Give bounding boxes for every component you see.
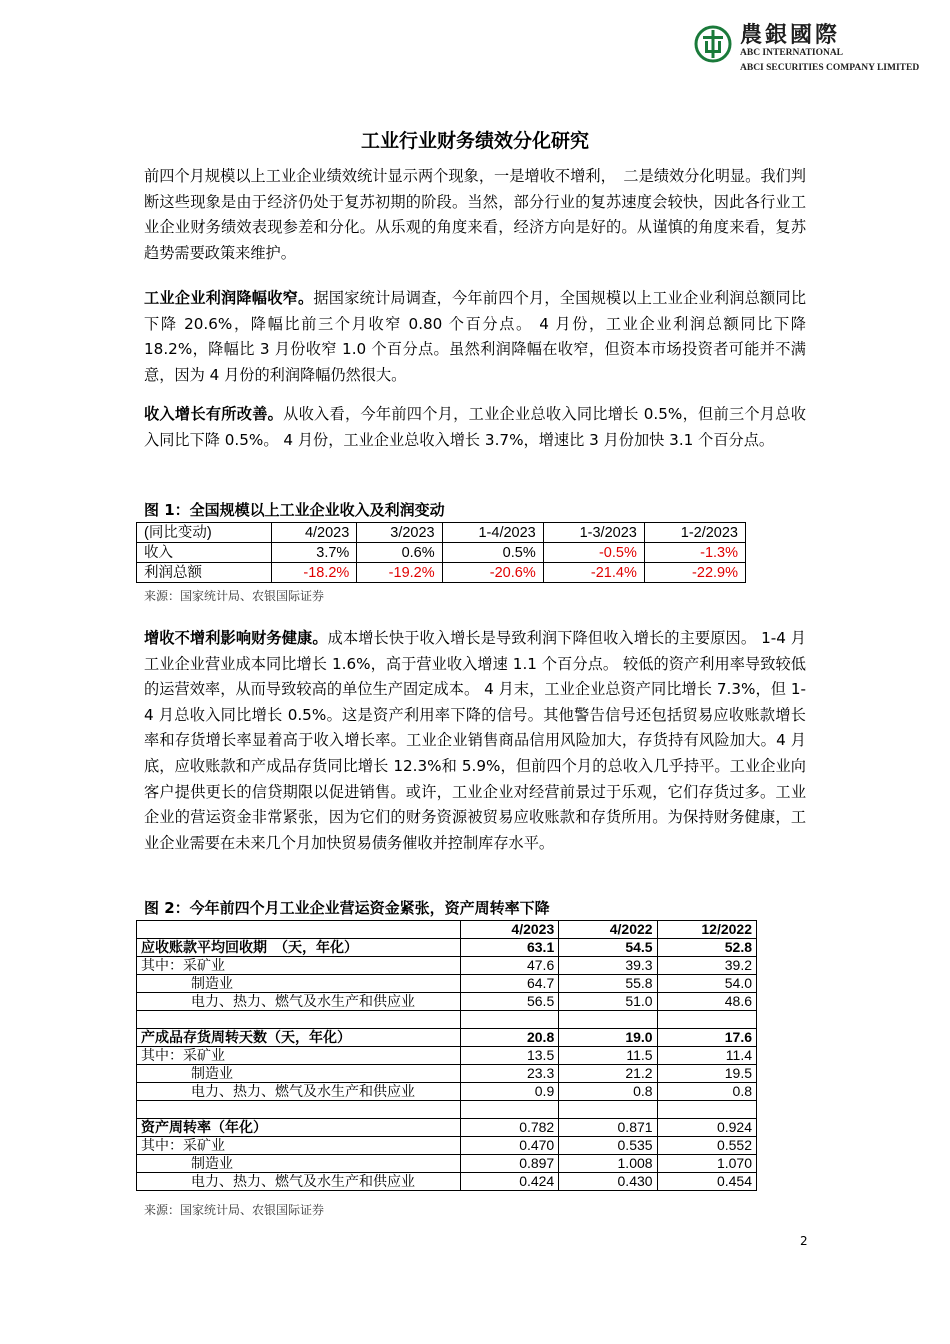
- page-number: 2: [800, 1234, 808, 1248]
- financial-health-lead: 增收不增利影响财务健康。: [144, 629, 328, 647]
- table-cell: 64.7: [460, 975, 558, 993]
- table-cell: 0.454: [657, 1173, 756, 1191]
- table-row: [137, 1137, 757, 1155]
- profit-paragraph: [144, 286, 806, 388]
- table-row: [137, 563, 746, 583]
- table-cell: 54.5: [559, 939, 657, 957]
- table-cell: 39.2: [657, 957, 756, 975]
- table-cell: -19.2%: [357, 563, 442, 583]
- table-row: [137, 543, 746, 563]
- header-cell: 12/2022: [657, 921, 756, 939]
- table-cell: 0.552: [657, 1137, 756, 1155]
- header-cell: 3/2023: [357, 523, 442, 543]
- table-cell: 0.924: [657, 1119, 756, 1137]
- revenue-lead: 收入增长有所改善。: [144, 405, 284, 423]
- table-cell: 1.070: [657, 1155, 756, 1173]
- table-row: [137, 1155, 757, 1173]
- profit-lead: 工业企业利润降幅收窄。: [144, 289, 314, 307]
- table-cell: -20.6%: [442, 563, 543, 583]
- row-label: 利润总额: [137, 563, 272, 583]
- table-cell: 19.5: [657, 1065, 756, 1083]
- table-cell: -0.5%: [543, 543, 644, 563]
- table-row: [137, 957, 757, 975]
- row-label: 其中：采矿业: [137, 1137, 461, 1155]
- table-cell: 0.424: [460, 1173, 558, 1191]
- table-cell: 19.0: [559, 1029, 657, 1047]
- revenue-paragraph: [144, 402, 806, 453]
- table-cell: 0.897: [460, 1155, 558, 1173]
- row-label: 收入: [137, 543, 272, 563]
- logo-english-name: ABC INTERNATIONAL: [740, 48, 844, 58]
- table-cell: 55.8: [559, 975, 657, 993]
- table-cell: 56.5: [460, 993, 558, 1011]
- fig1-title: 图 1：全国规模以上工业企业收入及利润变动: [144, 501, 445, 519]
- table-cell: 0.782: [460, 1119, 558, 1137]
- table-cell: 0.470: [460, 1137, 558, 1155]
- profit-body: 据国家统计局调查，今年前四个月，全国规模以上工业企业利润总额同比下降 20.6%，降幅比前三个月收窄 0.80 个百分点。 4 月份，工业企业利润总额同比下降 18.2%，降幅比 3 月份收窄 1.0 个百分点。虽然利润降幅在收窄，但资本市场投资者可能并不满意，因为 4 月份的利润降幅仍然很大。: [144, 289, 807, 384]
- row-label: 电力、热力、燃气及水生产和供应业: [137, 1173, 461, 1191]
- table-cell: 3.7%: [272, 543, 357, 563]
- table-cell: 39.3: [559, 957, 657, 975]
- fig1-source: 来源：国家统计局、农银国际证券: [144, 589, 325, 603]
- section-row: [137, 1119, 757, 1137]
- row-label: 电力、热力、燃气及水生产和供应业: [137, 1083, 461, 1101]
- row-label: 制造业: [137, 1065, 461, 1083]
- table-cell: 54.0: [657, 975, 756, 993]
- table-cell: 0.8: [559, 1083, 657, 1101]
- table-cell: 13.5: [460, 1047, 558, 1065]
- table-cell: -21.4%: [543, 563, 644, 583]
- table-cell: 0.430: [559, 1173, 657, 1191]
- table-header-row: [137, 921, 757, 939]
- table-row: [137, 1047, 757, 1065]
- company-logo: [694, 18, 934, 80]
- financial-health-body: 成本增长快于收入增长是导致利润下降但收入增长的主要原因。 1-4 月工业企业营业成本同比增长 1.6%，高于营业收入增速 1.1 个百分点。 较低的资产利用率导致较低的运营效率，从而导致较高的单位生产固定成本。 4 月末，工业企业总资产同比增长 7.3%，但 1-4 月总收入同比增长 0.5%。这是资产利用率下降的信号。其他警告信号还包括贸易应收账款增长率和存货增长率显着高于收入增长率。工业企业销售商品信用风险加大，存货持有风险加大。4 月底，应收账款和产成品存货同比增长 12.3%和 5.9%，但前四个月的总收入几乎持平。工业企业向客户提供更长的信贷期限以促进销售。或许，工业企业对经营前景过于乐观，它们存货过多。工业企业的营运资金非常紧张，因为它们的财务资源被贸易应收账款和存货所用。为保持财务健康，工业企业需要在未来几个月加快贸易债务催收并控制库存水平。: [144, 629, 806, 852]
- table-cell: -1.3%: [644, 543, 745, 563]
- fig2-table: [136, 920, 757, 1191]
- header-cell: (同比变动): [137, 523, 272, 543]
- row-label: 制造业: [137, 975, 461, 993]
- table-cell: 0.5%: [442, 543, 543, 563]
- table-cell: 51.0: [559, 993, 657, 1011]
- abc-logo-icon: [694, 22, 732, 66]
- table-cell: 0.535: [559, 1137, 657, 1155]
- row-label: 其中：采矿业: [137, 957, 461, 975]
- fig2-title: 图 2：今年前四个月工业企业营运资金紧张，资产周转率下降: [144, 899, 550, 917]
- table-cell: 52.8: [657, 939, 756, 957]
- logo-chinese-name: 農銀國際: [740, 22, 841, 48]
- table-row: [137, 1173, 757, 1191]
- header-cell: 4/2023: [272, 523, 357, 543]
- table-cell: 47.6: [460, 957, 558, 975]
- table-cell: 17.6: [657, 1029, 756, 1047]
- table-cell: 0.871: [559, 1119, 657, 1137]
- header-cell: 1-4/2023: [442, 523, 543, 543]
- header-cell: 1-2/2023: [644, 523, 745, 543]
- table-cell: 0.9: [460, 1083, 558, 1101]
- table-cell: 0.6%: [357, 543, 442, 563]
- financial-health-paragraph: [144, 626, 806, 856]
- section-label: 产成品存货周转天数（天，年化）: [137, 1029, 461, 1047]
- table-row: [137, 1083, 757, 1101]
- section-label: 应收账款平均回收期 （天，年化）: [137, 939, 461, 957]
- spacer-row: [137, 1101, 757, 1119]
- intro-paragraph: 前四个月规模以上工业企业绩效统计显示两个现象，一是增收不增利， 二是绩效分化明显。我们判断这些现象是由于经济仍处于复苏初期的阶段。当然，部分行业的复苏速度会较快，因此各行业工业企业财务绩效表现参差和分化。从乐观的角度来看，经济方向是好的。从谨慎的角度来看，复苏趋势需要政策来维护。: [144, 167, 806, 262]
- table-cell: 48.6: [657, 993, 756, 1011]
- table-row: [137, 975, 757, 993]
- table-row: [137, 1065, 757, 1083]
- table-cell: 20.8: [460, 1029, 558, 1047]
- table-cell: 11.5: [559, 1047, 657, 1065]
- fig1-table: [136, 522, 746, 583]
- spacer-row: [137, 1011, 757, 1029]
- table-cell: -22.9%: [644, 563, 745, 583]
- header-cell: 4/2023: [460, 921, 558, 939]
- revenue-body: 从收入看，今年前四个月，工业企业总收入同比增长 0.5%，但前三个月总收入同比下降 0.5%。 4 月份，工业企业总收入增长 3.7%，增速比 3 月份加快 3.1 个百分点。: [144, 405, 806, 449]
- fig2-source: 来源：国家统计局、农银国际证券: [144, 1203, 325, 1217]
- table-cell: 23.3: [460, 1065, 558, 1083]
- table-cell: 11.4: [657, 1047, 756, 1065]
- table-cell: -18.2%: [272, 563, 357, 583]
- section-row: [137, 939, 757, 957]
- table-row: [137, 993, 757, 1011]
- row-label: 其中：采矿业: [137, 1047, 461, 1065]
- section-row: [137, 1029, 757, 1047]
- section-label: 资产周转率（年化）: [137, 1119, 461, 1137]
- table-cell: 0.8: [657, 1083, 756, 1101]
- table-cell: 1.008: [559, 1155, 657, 1173]
- table-cell: 63.1: [460, 939, 558, 957]
- page-title: 工业行业财务绩效分化研究: [360, 130, 589, 152]
- row-label: 制造业: [137, 1155, 461, 1173]
- header-cell: 1-3/2023: [543, 523, 644, 543]
- row-label: 电力、热力、燃气及水生产和供应业: [137, 993, 461, 1011]
- header-cell: [137, 921, 461, 939]
- table-header-row: [137, 523, 746, 543]
- header-cell: 4/2022: [559, 921, 657, 939]
- logo-company-name: ABCI SECURITIES COMPANY LIMITED: [740, 63, 920, 73]
- table-cell: 21.2: [559, 1065, 657, 1083]
